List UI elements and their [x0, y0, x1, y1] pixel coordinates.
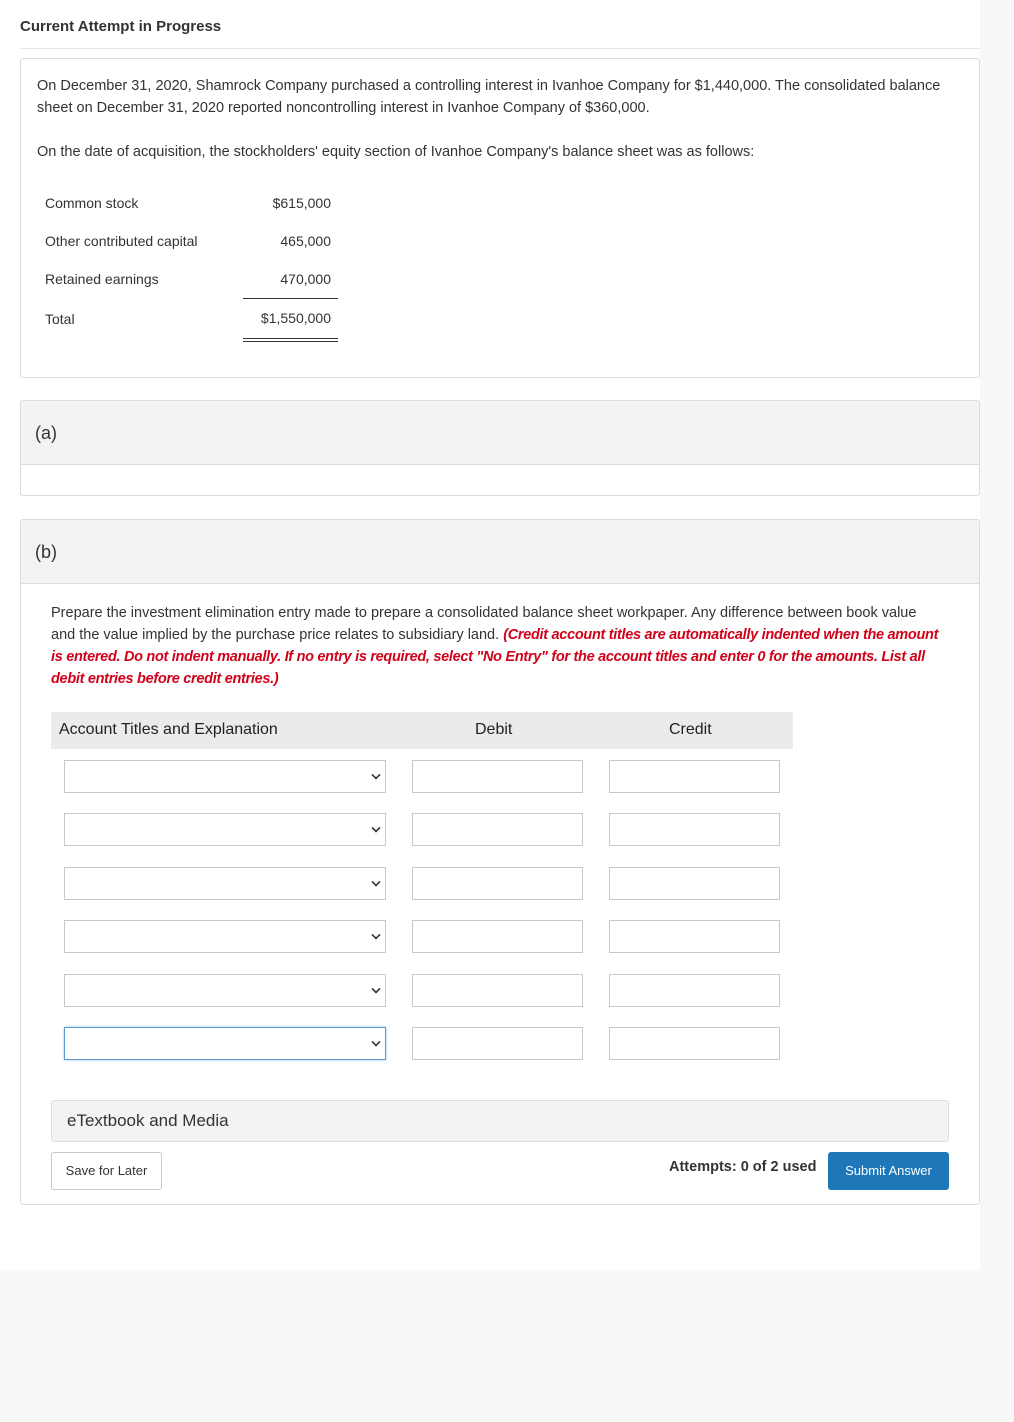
debit-input[interactable]: [412, 1027, 583, 1060]
problem-paragraph-2: On the date of acquisition, the stockholders' equity section of Ivanhoe Company's balance sheet was as follows:: [37, 144, 755, 160]
journal-row: [64, 1027, 784, 1060]
etextbook-media-label: eTextbook and Media: [67, 1111, 229, 1130]
debit-input[interactable]: [412, 867, 583, 900]
problem-paragraph-1: On December 31, 2020, Shamrock Company purchased a controlling interest in Ivanhoe Company for $1,440,000. The consolidated balance sheet on December 31, 2020 reported noncontrolling interest in Ivanhoe Company of $360,000.: [37, 78, 941, 116]
account-title-select[interactable]: [64, 867, 386, 900]
credit-input[interactable]: [609, 1027, 780, 1060]
credit-input[interactable]: [609, 974, 780, 1007]
page-heading: Current Attempt in Progress: [20, 18, 222, 35]
account-title-select[interactable]: [64, 760, 386, 793]
part-b-label: (b): [35, 542, 57, 562]
account-title-select[interactable]: [64, 974, 386, 1007]
equity-value-retained-earnings: 470,000: [280, 271, 331, 287]
submit-answer-button[interactable]: Submit Answer: [828, 1152, 949, 1190]
credit-input[interactable]: [609, 867, 780, 900]
journal-row: [64, 813, 784, 846]
part-a-label: (a): [35, 423, 57, 443]
journal-row: [64, 867, 784, 900]
equity-value-other-capital: 465,000: [280, 233, 331, 249]
heading-divider: [20, 48, 980, 49]
journal-row: [64, 760, 784, 793]
equity-value-common-stock: $615,000: [272, 195, 331, 211]
account-title-select[interactable]: [64, 813, 386, 846]
problem-card: [20, 58, 980, 378]
save-for-later-button[interactable]: Save for Later: [51, 1152, 162, 1190]
debit-input[interactable]: [412, 760, 583, 793]
credit-input[interactable]: [609, 920, 780, 953]
part-a-card: [20, 400, 980, 496]
part-b-instructions: [51, 602, 941, 690]
debit-input[interactable]: [412, 813, 583, 846]
equity-label-other-capital: Other contributed capital: [45, 233, 198, 249]
debit-input[interactable]: [412, 974, 583, 1007]
part-b-header[interactable]: [21, 520, 979, 584]
col-header-debit: Debit: [475, 721, 513, 738]
account-title-select[interactable]: [64, 1027, 386, 1060]
equity-value-total: $1,550,000: [260, 310, 331, 326]
journal-table-header: [51, 712, 793, 749]
subtotal-rule: [243, 298, 338, 299]
credit-input[interactable]: [609, 813, 780, 846]
col-header-account: Account Titles and Explanation: [59, 721, 278, 738]
account-title-select[interactable]: [64, 920, 386, 953]
instruction-text: Prepare the investment elimination entry made to prepare a consolidated balance sheet workpaper. Any difference between book value and the value implied by the purchase price relates to subsidiary land.: [51, 605, 917, 643]
journal-row: [64, 920, 784, 953]
total-double-rule-bottom: [243, 341, 338, 342]
attempts-counter: Attempts: 0 of 2 used: [669, 1159, 817, 1175]
part-a-header[interactable]: [21, 401, 979, 465]
part-b-card: [20, 519, 980, 1205]
equity-label-retained-earnings: Retained earnings: [45, 271, 159, 287]
equity-label-common-stock: Common stock: [45, 195, 139, 211]
debit-input[interactable]: [412, 920, 583, 953]
journal-row: [64, 974, 784, 1007]
instruction-red-note: (Credit account titles are automatically indented when the amount is entered. Do not indent manually. If no entry is required, select "No Entry" for the account titles and enter 0 for the amounts. List all debit entries before credit entries.): [51, 627, 939, 687]
etextbook-media-panel[interactable]: [51, 1100, 949, 1142]
equity-label-total: Total: [45, 311, 75, 327]
credit-input[interactable]: [609, 760, 780, 793]
total-double-rule-top: [243, 338, 338, 339]
col-header-credit: Credit: [669, 721, 712, 738]
